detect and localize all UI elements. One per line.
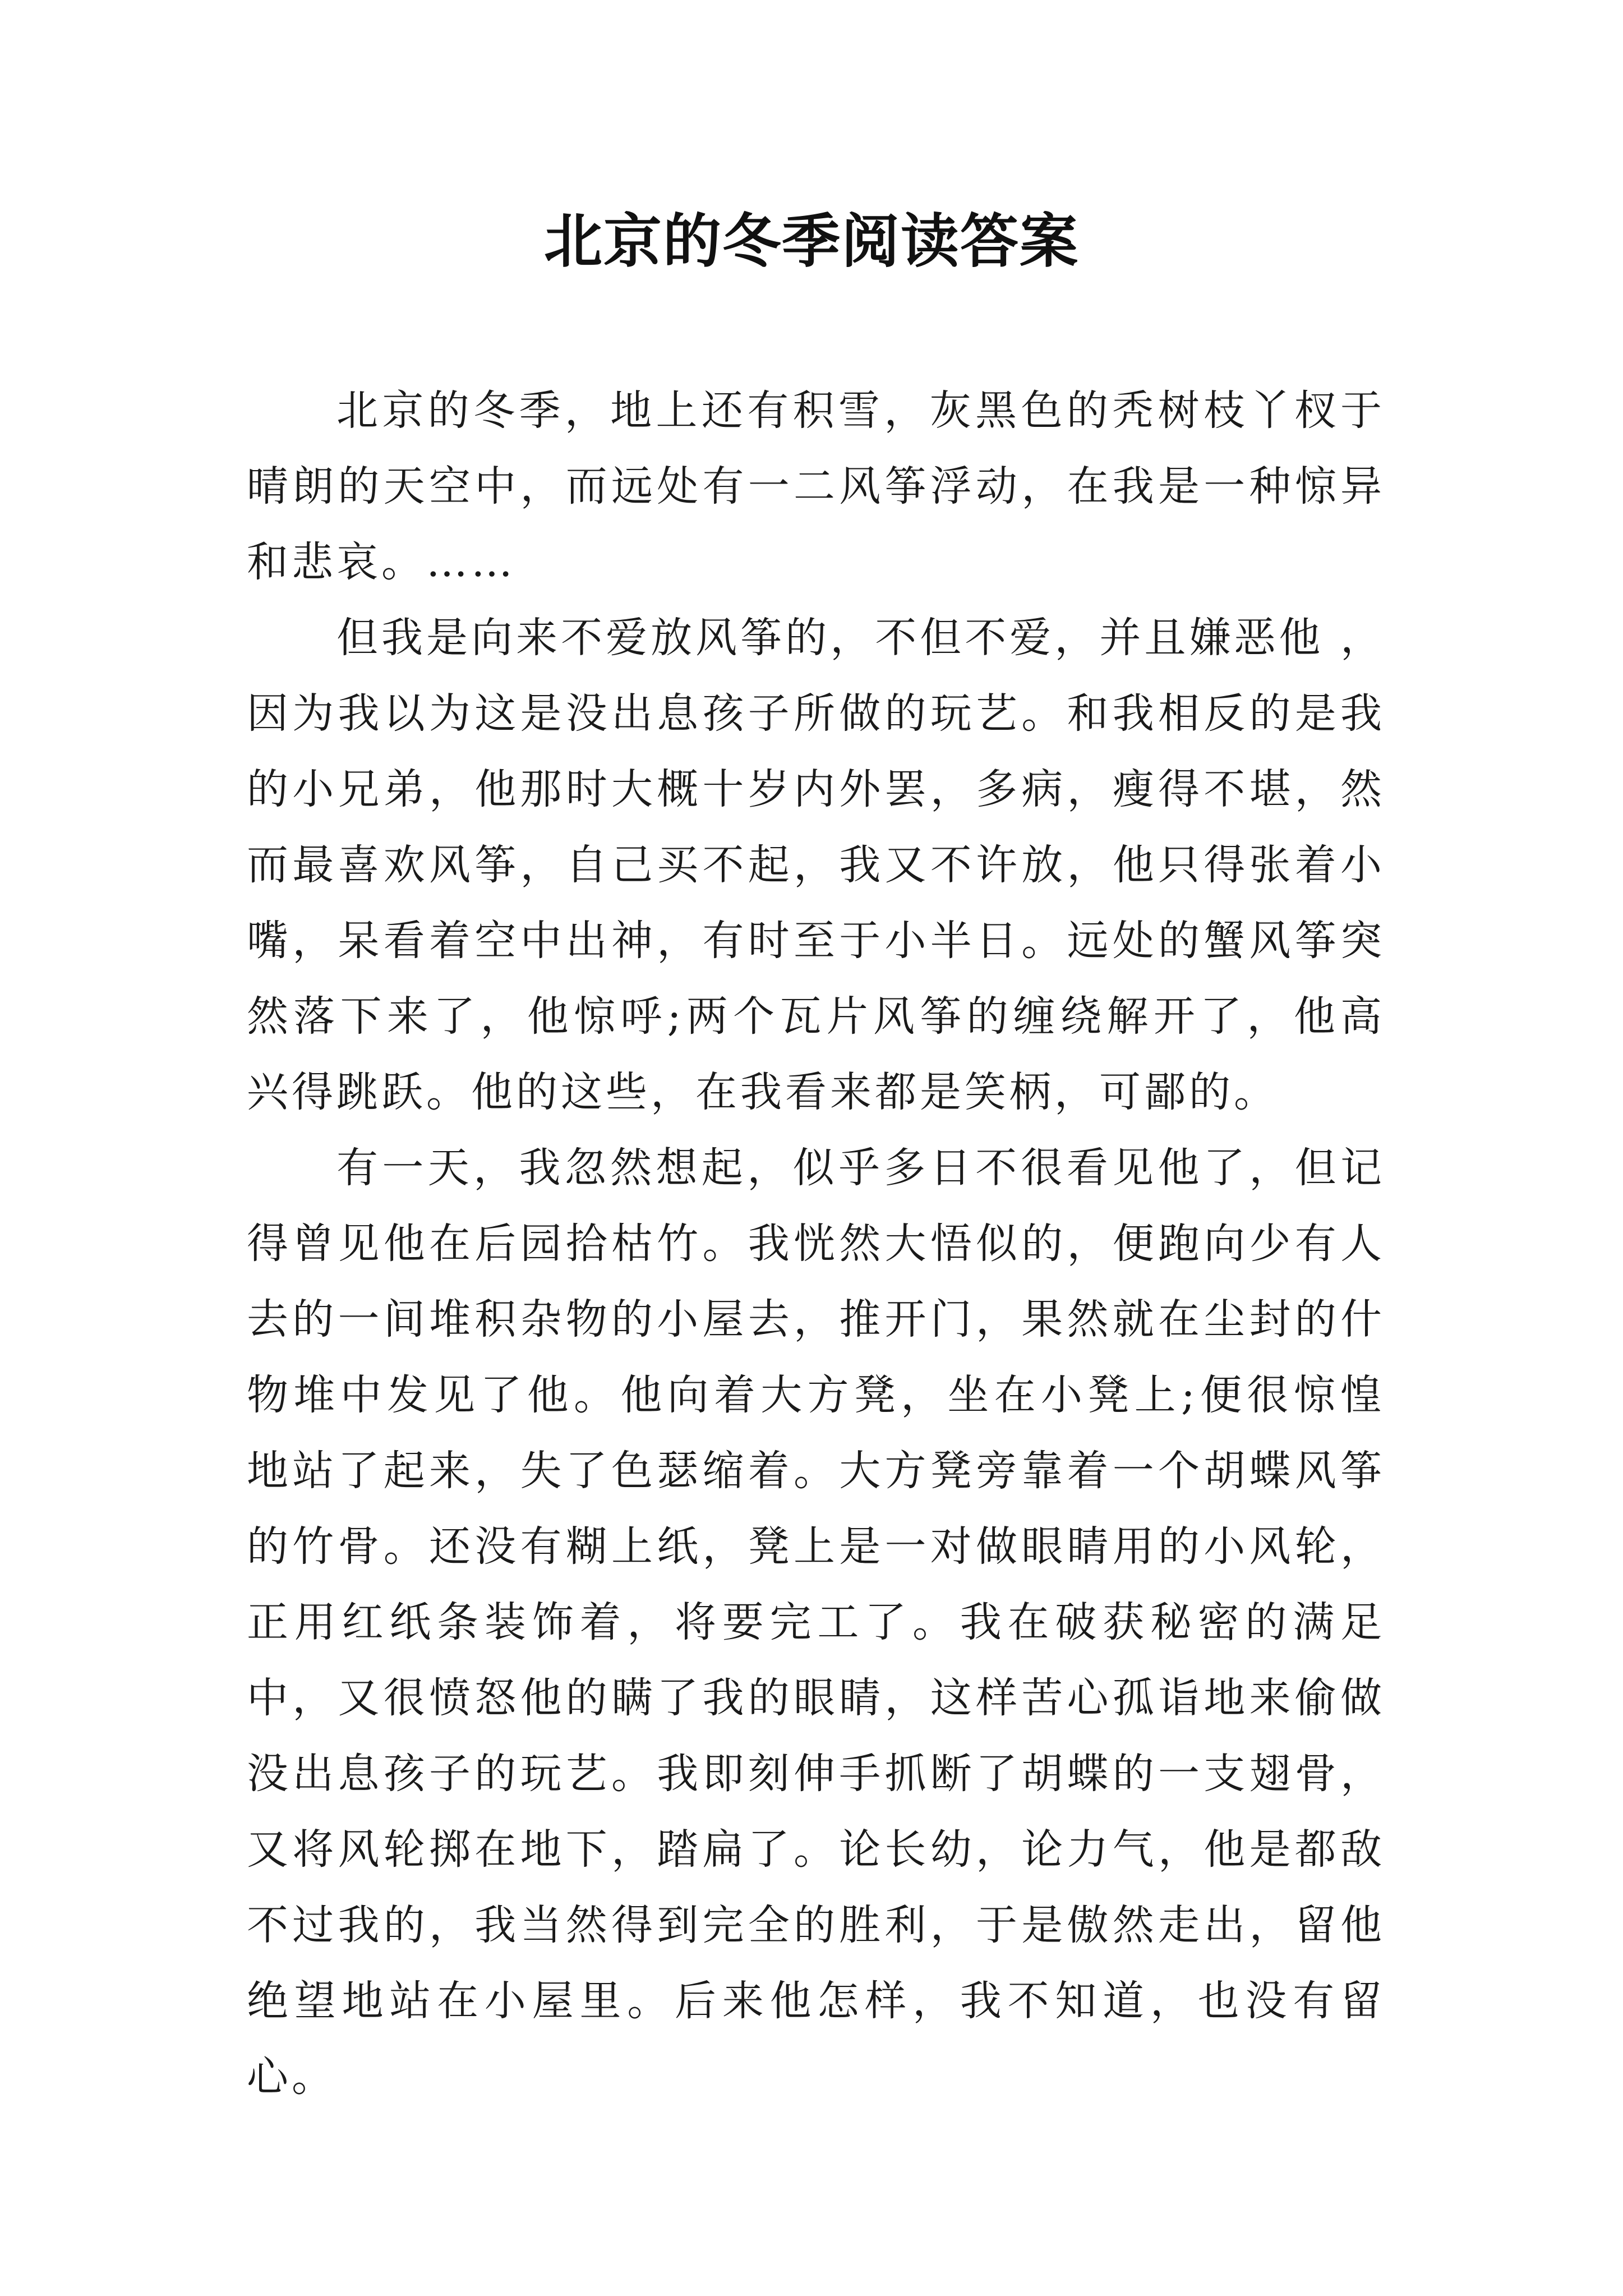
document-body (247, 373, 1385, 2115)
paragraph-2: 但我是向来不爱放风筝的，不但不爱，并且嫌恶他 ，因为我以为这是没出息孩子所做的玩艺。和我相反的是我的小兄弟，他那时大概十岁内外罢，多病，瘦得不堪，然而最喜欢风筝，自己买不起，我又不许放，他只得张着小嘴，呆看着空中出神，有时至于小半日。远处的蟹风筝突然落下来了，他惊呼;两个瓦片风筝的缠绕解开了，他高兴得跳跃。他的这些，在我看来都是笑柄，可鄙的。 (247, 614, 1385, 1116)
paragraph-1: 北京的冬季，地上还有积雪，灰黑色的秃树枝丫杈于晴朗的天空中，而远处有一二风筝浮动，在我是一种惊异和悲哀。…… (247, 386, 1385, 586)
paragraph-3: 有一天，我忽然想起，似乎多日不很看见他了，但记得曾见他在后园拾枯竹。我恍然大悟似的，便跑向少有人去的一间堆积杂物的小屋去，推开门，果然就在尘封的什物堆中发见了他。他向着大方凳，坐在小凳上;便很惊惶地站了起来，失了色瑟缩着。大方凳旁靠着一个胡蝶风筝的竹骨。还没有糊上纸，凳上是一对做眼睛用的小风轮，正用红纸条装饰着，将要完工了。我在破获秘密的满足中，又很愤怒他的瞒了我的眼睛，这样苦心孤诣地来偷做没出息孩子的玩艺。我即刻伸手抓断了胡蝶的一支翅骨，又将风轮掷在地下，踏扁了。论长幼，论力气，他是都敌不过我的，我当然得到完全的胜利，于是傲然走出，留他绝望地站在小屋里。后来他怎样，我不知道，也没有留心。 (247, 1144, 1385, 2101)
document-title: 北京的冬季阅读答案 (543, 206, 1079, 275)
